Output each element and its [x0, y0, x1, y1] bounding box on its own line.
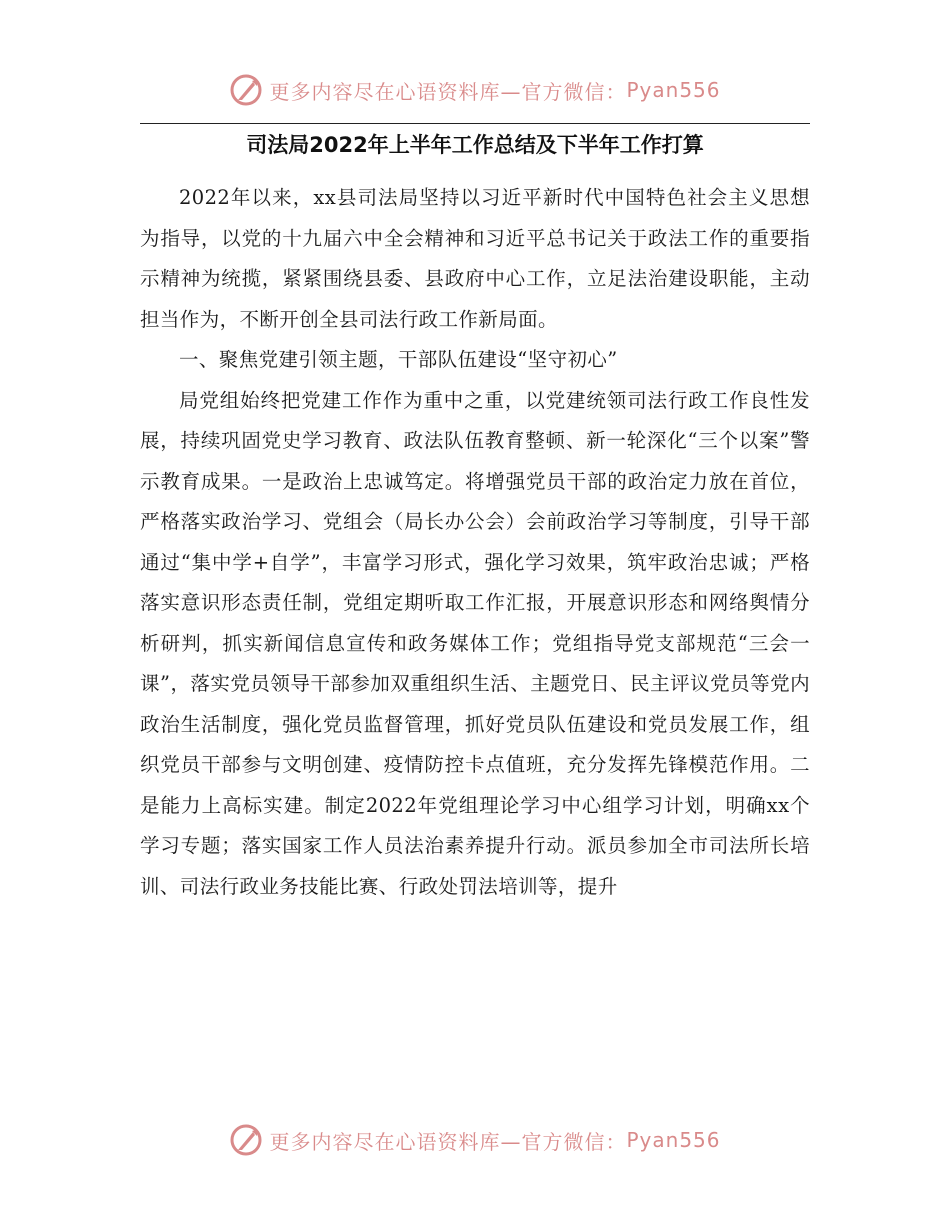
section-heading-1: 一、聚焦党建引领主题，干部队伍建设“坚守初心” [179, 348, 618, 371]
paragraph-party-building: 局党组始终把党建工作作为重中之重，以党建统领司法行政工作良性发展，持续巩固党史学习教育、政法队伍教育整顿、新一轮深化“三个以案”警示教育成果。一是政治上忠诚笃定。将增强党员干部的政治定力放在首位，严格落实政治学习、党组会（局长办公会）会前政治学习等制度，引导干部通过“集中学+自学”，丰富学习形式，强化学习效果，筑牢政治忠诚；严格落实意识形态责任制，党组定期听取工作汇报，开展意识形态和网络舆情分析研判，抓实新闻信息宣传和政务媒体工作；党组指导党支部规范“三会一课”，落实党员领导干部参加双重组织生活、主题党日、民主评议党员等党内政治生活制度，强化党员监督管理，抓好党员队伍建设和党员发展工作，组织党员干部参与文明创建、疫情防控卡点值班，充分发挥先锋模范作用。二是能力上高标实建。制定2022年党组理论学习中心组学习计划，明确xx个学习专题；落实国家工作人员法治素养提升行动。派员参加全市司法所长培训、司法行政业务技能比赛、行政处罚法培训等，提升 [140, 388, 810, 898]
quill-logo-icon [229, 1123, 263, 1157]
document-body [140, 178, 810, 907]
watermark-text: 更多内容尽在心语资料库—官方微信： [269, 79, 627, 104]
watermark-footer [0, 1120, 950, 1160]
header-rule [140, 123, 810, 124]
quill-logo-icon [229, 73, 263, 107]
watermark-text: 更多内容尽在心语资料库—官方微信： [269, 1129, 627, 1154]
paragraph-intro: 2022年以来，xx县司法局坚持以习近平新时代中国特色社会主义思想为指导，以党的十九届六中全会精神和习近平总书记关于政法工作的重要指示精神为统揽，紧紧围绕县委、县政府中心工作，立足法治建设职能，主动担当作为，不断开创全县司法行政工作新局面。 [140, 186, 810, 331]
document-title: 司法局2022年上半年工作总结及下半年工作打算 [246, 133, 704, 157]
watermark-wechat-id: Pyan556 [626, 1128, 721, 1152]
watermark-wechat-id: Pyan556 [626, 78, 721, 102]
watermark-header [0, 70, 950, 110]
